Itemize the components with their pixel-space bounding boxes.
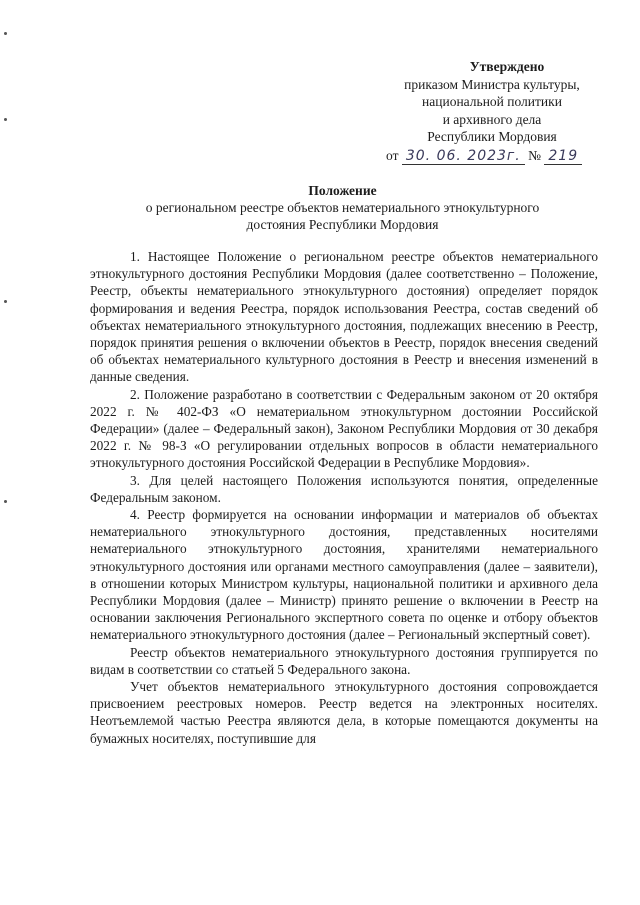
- approval-block: [372, 58, 612, 146]
- title-heading: Положение: [308, 183, 377, 198]
- scan-mark: [4, 500, 7, 503]
- approval-line: национальной политики: [422, 94, 562, 109]
- paragraph-4: 4. Реестр формируется на основании информации и материалов об объектах нематериального этнокультурного достояния, представленных носителями нематериального этнокультурного достояния, хранителями нематериального этнокультурного достояния или органами местного самоуправления (далее – заявители), в отношении которых Министром культуры, национальной политики и архивного дела Республики Мордовия (далее – Министр) принято решение о включении в Реестр на основании заключения Регионального экспертного совета по оценке и отбору объектов нематериального этнокультурного достояния (далее – Региональный экспертный совет).: [90, 507, 598, 643]
- paragraph-5: Реестр объектов нематериального этнокультурного достояния группируется по видам в соответствии со статьей 5 Федерального закона.: [90, 644, 598, 677]
- approval-date-line: [386, 148, 616, 165]
- paragraph-1: 1. Настоящее Положение о региональном реестре объектов нематериального этнокультурного достояния Республики Мордовия (далее соответственно – Положение, Реестр, объекты нематериального этнокультурного достояния) определяет порядок формирования и ведения Реестра, порядок использования Реестра, состав сведений об объектах нематериального этнокультурного достояния, подлежащих внесению в Реестр, порядок принятия решения о включении объектов в Реестр, порядок внесения сведений об объектах нематериального культурного достояния в Реестр и внесения изменений в данные сведения.: [90, 249, 598, 385]
- handwritten-number: 219: [548, 148, 579, 164]
- paragraph-3: 3. Для целей настоящего Положения используются понятия, определенные Федеральным законом.: [90, 472, 598, 505]
- document-title: [90, 182, 595, 233]
- approval-line: приказом Министра культуры,: [404, 76, 580, 92]
- scan-mark: [4, 300, 7, 303]
- handwritten-date: 30. 06. 2023г.: [405, 148, 521, 164]
- approval-heading: Утверждено: [469, 59, 545, 74]
- paragraph-2: 2. Положение разработано в соответствии с Федеральным законом от 20 октября 2022 г. № 402-ФЗ «О нематериальном этнокультурном достоянии Российской Федерации» (далее – Федеральный закон), Законом Республики Мордовия от 30 декабря 2022 г. № 98-З «О регулировании отдельных вопросов в области нематериального этнокультурного достояния Российской Федерации в Республике Мордовия».: [90, 386, 598, 471]
- paragraph-6: Учет объектов нематериального этнокультурного достояния сопровождается присвоением реестровых номеров. Реестр ведется на электронных носителях. Неотъемлемой частью Реестра являются дела, в которые помещаются документы на бумажных носителях, поступившие для: [90, 679, 598, 746]
- title-subtitle: достояния Республики Мордовия: [246, 217, 439, 232]
- date-prefix: от: [386, 148, 399, 163]
- scan-mark: [4, 32, 7, 35]
- document-body: [90, 248, 598, 747]
- approval-line: и архивного дела: [442, 111, 542, 127]
- number-label: №: [528, 148, 541, 163]
- scan-mark: [4, 118, 7, 121]
- approval-line: Республики Мордовия: [427, 129, 557, 144]
- title-subtitle: о региональном реестре объектов нематериального этнокультурного: [145, 200, 540, 215]
